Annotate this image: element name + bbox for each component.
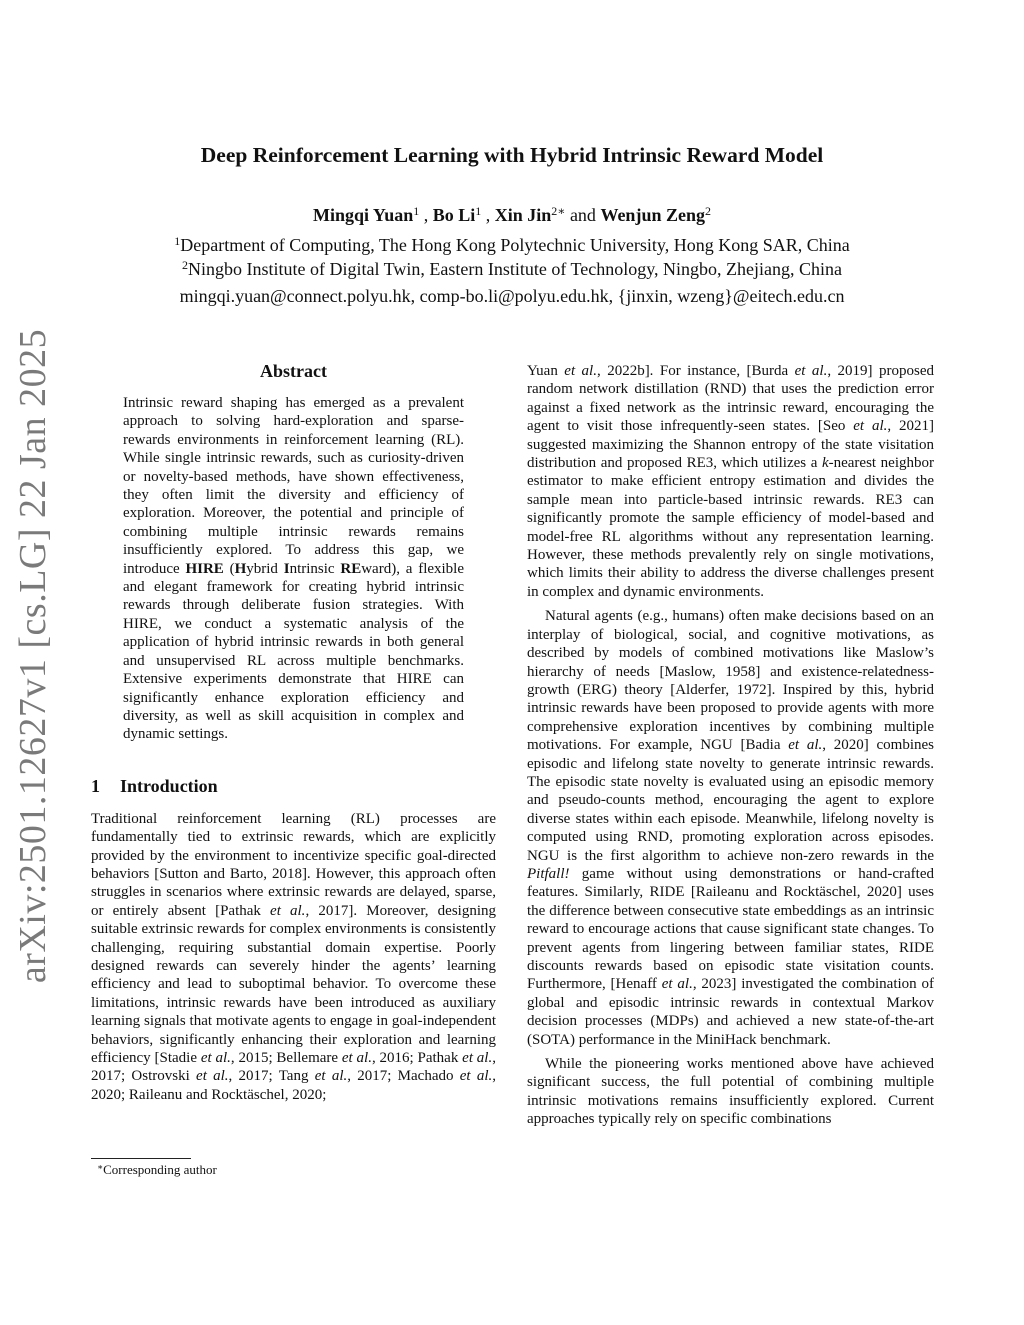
arxiv-stamp xyxy=(8,328,58,984)
right-column xyxy=(527,362,934,1129)
footnote-mark: ∗ xyxy=(97,1162,104,1172)
author-affiliation-mark: 2∗ xyxy=(551,204,566,218)
author-name: Wenjun Zeng xyxy=(600,205,705,225)
hire-acronym: HIRE xyxy=(185,560,224,577)
abstract-heading: Abstract xyxy=(260,361,327,381)
author-emails[interactable]: mingqi.yuan@connect.polyu.hk, comp-bo.li@polyu.edu.hk, {jinxin, wzeng}@eitech.edu.cn xyxy=(179,286,845,306)
affiliation-text: Department of Computing, The Hong Kong Polytechnic University, Hong Kong SAR, China xyxy=(180,235,850,255)
author-separator: , xyxy=(419,205,433,225)
arxiv-identifier[interactable]: arXiv:2501.12627v1 [cs.LG] 22 Jan 2025 xyxy=(12,328,55,984)
intro-paragraph-3: While the pioneering works mentioned above have achieved significant success, the full potential of combining multiple intrinsic motivations remains insufficiently explored. Current approaches typically rely on specific combinations xyxy=(527,1056,934,1128)
author-separator: and xyxy=(565,205,601,225)
section-title: Introduction xyxy=(120,775,218,796)
author-name: Mingqi Yuan xyxy=(313,205,414,225)
intro-paragraph-1-continued: Yuan et al., 2022b]. For instance, [Burda et al., 2019] proposed random network distillation (RND) that uses the prediction error against a fixed network as the intrinsic reward, encouraging the agent to visit those infrequently-seen states. [Seo et al., 2021] suggested maximizing the Shannon entropy of the state visitation distribution and proposed RE3, which utilizes a k-nearest neighbor estimator to make efficient entropy estimation and divides the sample mean into particle-based intrinsic rewards. RE3 can significantly promote the sample efficiency of model-based and model-free RL algorithms without any representation learning. However, these methods prevalently rely on single motivations, which limits their ability to address the diverse challenges present in complex and dynamic environments. xyxy=(527,363,935,600)
author-affiliation-mark: 1 xyxy=(475,204,482,218)
author-name: Bo Li xyxy=(432,205,476,225)
abstract-text: Intrinsic reward shaping has emerged as a prevalent approach to solving hard-exploration and sparse-rewards environments in reinforcement learning (RL). While single intrinsic rewards, such as curiosity-driven or novelty-based methods, have shown effectiveness, they often limit the diversity and efficiency of exploration. Moreover, the potential and principle of combining multiple intrinsic rewards remains insufficiently explored. To address this gap, we introduce HIRE (Hybrid Intrinsic REward), a flexible and elegant framework for creating hybrid intrinsic rewards through deliberate fusion strategies. With HIRE, we conduct a systematic analysis of the application of hybrid intrinsic rewards in both general and unsupervised RL across multiple benchmarks. Extensive experiments demonstrate that HIRE can significantly enhance exploration efficiency and diversity, as well as skill acquisition in complex and dynamic settings. xyxy=(123,395,465,743)
affiliation-mark: 2 xyxy=(181,258,188,272)
footnote-text: Corresponding author xyxy=(103,1162,217,1177)
author-affiliation-mark: 2 xyxy=(704,204,711,218)
section-number: 1 xyxy=(91,775,100,796)
left-column xyxy=(91,360,496,1104)
section-heading-introduction xyxy=(91,775,496,797)
footnote xyxy=(97,1162,217,1178)
paper-title: Deep Reinforcement Learning with Hybrid Intrinsic Reward Model xyxy=(200,143,824,167)
footnote-rule xyxy=(91,1158,191,1159)
intro-paragraph-2: Natural agents (e.g., humans) often make decisions based on an interplay of biological, social, and cognitive motivations, as described by models of combined motivations like Maslow’s hierarchy of needs [Maslow, 1958] and existence-relatedness-growth (ERG) theory [Alderfer, 1972]. Inspired by this, hybrid intrinsic rewards have been proposed to provide agents with more comprehensive exploration incentives by combining multiple motivations. For example, NGU [Badia et al., 2020] combines episodic and lifelong state novelty to generate intrinsic rewards. The episodic state novelty is evaluated using an episodic memory and pseudo-counts method, encouraging the agent to explore diverse states within each episode. Meanwhile, lifelong novelty is computed using RND, promoting exploration across episodes. NGU is the first algorithm to achieve non-zero rewards in the Pitfall! game without using demonstrations or hand-crafted features. Similarly, RIDE [Raileanu and Rocktäschel, 2020] uses the difference between consecutive state embeddings as an intrinsic reward to encourage actions that cause significant state changes. To prevent agents from lingering between familiar states, RIDE discounts rewards based on episodic state visitation counts. Furthermore, [Henaff et al., 2023] investigated the combination of global and episodic intrinsic rewards in contextual Markov decision processes (MDPs) and achieved a new state-of-the-art (SOTA) performance in the MiniHack benchmark. xyxy=(527,608,934,1048)
author-list xyxy=(0,205,1024,226)
affiliation-text: Ningbo Institute of Digital Twin, Eastern Institute of Technology, Ningbo, Zhejiang, China xyxy=(187,259,843,279)
affiliation-2 xyxy=(0,259,1024,280)
author-separator: , xyxy=(481,205,495,225)
intro-paragraph-1: Traditional reinforcement learning (RL) processes are fundamentally tied to extrinsic rewards, which are explicitly provided by the environment to incentivize specific goal-directed behaviors [Sutton and Barto, 2018]. However, this approach often struggles in scenarios where extrinsic rewards are delayed, sparse, or entirely absent [Pathak et al., 2017]. Moreover, designing suitable extrinsic rewards for complex environments is consistently challenging, requiring substantial domain expertise. Poorly designed rewards can severely hinder the agents’ learning efficiency and lead to suboptimal behavior. To overcome these limitations, intrinsic rewards have been introduced as auxiliary learning signals that motivate agents to engage in goal-independent behaviors, significantly enhancing their exploration and learning efficiency [Stadie et al., 2015; Bellemare et al., 2016; Pathak et al., 2017; Ostrovski et al., 2017; Tang et al., 2017; Machado et al., 2020; Raileanu and Rocktäschel, 2020; xyxy=(91,810,496,1103)
author-name: Xin Jin xyxy=(494,205,552,225)
author-affiliation-mark: 1 xyxy=(413,204,420,218)
affiliation-mark: 1 xyxy=(174,234,181,248)
affiliation-1 xyxy=(0,235,1024,256)
